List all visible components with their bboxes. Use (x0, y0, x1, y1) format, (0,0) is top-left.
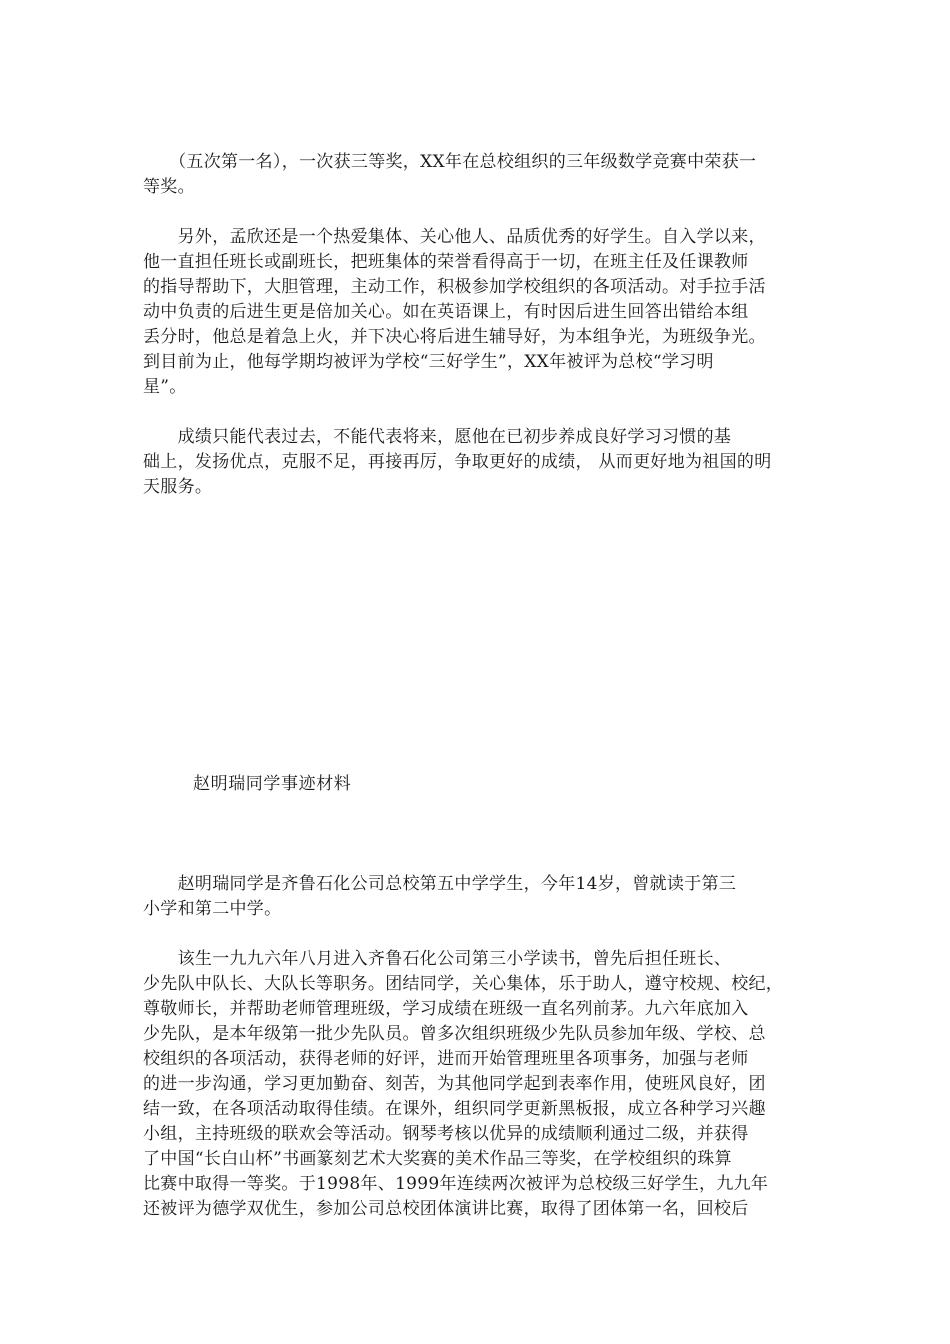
paragraph-closing-wish (143, 425, 809, 500)
text-line: （五次第一名），一次获三等奖，XX年在总校组织的三年级数学竞赛中荣获一 (143, 152, 757, 172)
text-line: 少先队中队长、大队长等职务。团结同学，关心集体，乐于助人，遵守校规、校纪， (143, 974, 784, 994)
text-line: 的指导帮助下，大胆管理，主动工作，积极参加学校组织的各项活动。对手拉手活 (143, 277, 766, 297)
text-line: 动中负责的后进生更是倍加关心。如在英语课上，有时因后进生回答出错给本组 (143, 302, 749, 322)
text-line: 天服务。 (143, 477, 213, 497)
text-line: 尊敬师长，并帮助老师管理班级，学习成绩在班级一直名列前茅。九六年底加入 (143, 999, 749, 1019)
text-line: 础上，发扬优点，克服不足，再接再厉，争取更好的成绩， 从而更好地为祖国的明 (143, 452, 772, 472)
text-line: 等奖。 (143, 177, 195, 197)
text-line: 小学和第二中学。 (143, 899, 282, 919)
text-line: 赵明瑞同学是齐鲁石化公司总校第五中学学生，今年14岁，曾就读于第三 (143, 874, 737, 894)
text-line: 他一直担任班长或副班长，把班集体的荣誉看得高于一切，在班主任及任课教师 (143, 252, 749, 272)
paragraph-meng-xin-character (143, 225, 809, 400)
paragraph-award-continued (143, 150, 809, 200)
text-line: 该生一九九六年八月进入齐鲁石化公司第三小学读书，曾先后担任班长、 (143, 949, 732, 969)
paragraph-zhao-intro (143, 872, 809, 922)
text-line: 校组织的各项活动，获得老师的好评，进而开始管理班里各项事务，加强与老师 (143, 1049, 749, 1069)
text-line: 比赛中取得一等奖。于1998年、1999年连续两次被评为总校级三好学生，九九年 (143, 1174, 769, 1194)
text-line: 结一致，在各项活动取得佳绩。在课外，组织同学更新黑板报，成立各种学习兴趣 (143, 1099, 766, 1119)
text-line: 丢分时，他总是着急上火，并下决心将后进生辅导好，为本组争光，为班级争光。 (143, 327, 766, 347)
text-line: 还被评为德学双优生，参加公司总校团体演讲比赛，取得了团体第一名，回校后 (143, 1199, 749, 1219)
text-line: 到目前为止，他每学期均被评为学校“三好学生”，XX年被评为总校“学习明 (143, 352, 714, 372)
text-line: 了中国“长白山杯”书画篆刻艺术大奖赛的美术作品三等奖，在学校组织的珠算 (143, 1149, 732, 1169)
text-line: 星”。 (143, 377, 187, 397)
section-title: 赵明瑞同学事迹材料 (193, 774, 352, 794)
text-line: 另外，孟欣还是一个热爱集体、关心他人、品质优秀的好学生。自入学以来， (143, 227, 766, 247)
text-line: 的进一步沟通，学习更加勤奋、刻苦，为其他同学起到表率作用，使班风良好，团 (143, 1074, 766, 1094)
text-line: 成绩只能代表过去，不能代表将来，愿他在已初步养成良好学习习惯的基 (143, 427, 732, 447)
paragraph-zhao-record (143, 947, 809, 1222)
text-line: 少先队，是本年级第一批少先队员。曾多次组织班级少先队员参加年级、学校、总 (143, 1024, 766, 1044)
text-line: 小组，主持班级的联欢会等活动。钢琴考核以优异的成绩顺利通过二级，并获得 (143, 1124, 749, 1144)
